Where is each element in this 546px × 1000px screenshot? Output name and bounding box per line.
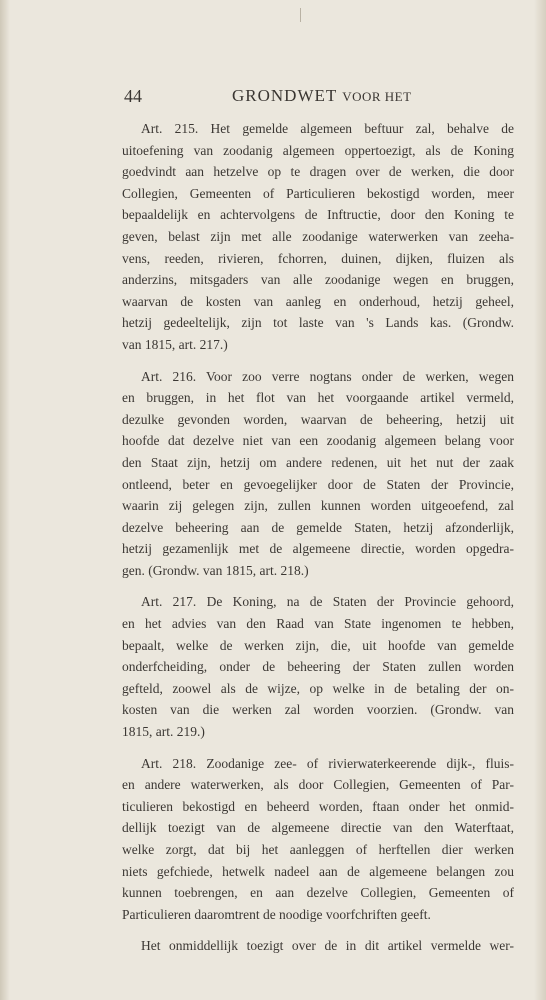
text-line: gefteld, zoowel als de wijze, op welke in de betaling der on- [122, 680, 514, 696]
article-paragraph [122, 935, 514, 957]
text-line: Art. 215. Het gemelde algemeen beftuur zal, behalve de [141, 121, 514, 136]
text-line: waarin zij gelegen zijn, zullen kunnen worden uitgeoefend, zal [122, 498, 514, 514]
text-line: kunnen toebrengen, en aan dezelve Collegien, Gemeenten of [122, 885, 514, 901]
text-line: dezulke gevonden worden, waarvan de beheering, hetzij uit [122, 411, 514, 427]
text-line: en het advies van den Raad van State ingenomen te hebben, [122, 616, 514, 632]
text-line: hoofde dat dezelve niet van een zoodanig algemeen belang voor [122, 433, 514, 449]
text-line: Art. 217. De Koning, na de Staten der Provincie gehoord, [141, 594, 514, 610]
text-line: en andere waterwerken, als door Collegien, Gemeenten of Par- [122, 777, 514, 793]
text-line: en bruggen, in het flot van het voorgaande artikel vermeld, [122, 390, 514, 406]
running-title-main: GRONDWET [232, 86, 337, 105]
running-title [232, 86, 412, 106]
text-line: den Staat zijn, hetzij om andere redenen, uit het nut der zaak [122, 454, 514, 470]
article-paragraph [122, 591, 514, 742]
article-paragraph [122, 366, 514, 582]
text-line: Collegien, Gemeenten of Particulieren bekostigd worden, meer [122, 185, 514, 201]
text-line: goedvindt aan hetzelve op te dragen over de werken, die door [122, 164, 514, 180]
text-line: gen. (Grondw. van 1815, art. 218.) [122, 562, 309, 578]
text-line: anderzins, mitsgaders van alle zoodanige wegen en bruggen, [122, 272, 514, 288]
text-line: Particulieren daaromtrent de noodige voorfchriften geeft. [122, 906, 431, 922]
text-line: onderfcheiding, onder de beheering der Staten zullen worden [122, 659, 514, 675]
text-line: uitoefening van zoodanig algemeen oppertoezigt, als de Koning [122, 142, 514, 158]
page-number: 44 [124, 86, 142, 106]
text-line: kosten van die werken zal worden voorzien. (Grondw. van [122, 702, 514, 718]
article-paragraph [122, 753, 514, 926]
article-paragraph [122, 118, 514, 356]
text-line: bepaaldelijk en achtervolgens de Inftructie, door den Koning te [122, 207, 514, 223]
text-line: dezelve beheering aan de gemelde Staten, hetzij afzonderlijk, [122, 519, 514, 535]
text-line: niets gefchiede, hetwelk nadeel aan de algemeene belangen zou [122, 863, 514, 879]
text-line: hetzij gedeeltelijk, zijn tot laste van 's Lands kas. (Grondw. [122, 315, 514, 331]
text-line: hetzij gezamenlijk met de algemeene directie, worden opgedra- [122, 541, 514, 557]
text-line: van 1815, art. 217.) [122, 336, 228, 352]
text-line: bepaalt, welke de werken zijn, die, uit hoofde van gemelde [122, 637, 514, 653]
text-line: vens, reeden, rivieren, fchorren, duinen, dijken, fluizen als [122, 250, 514, 266]
text-line: Art. 216. Voor zoo verre nogtans onder de werken, wegen [141, 368, 514, 384]
running-title-small: VOOR HET [342, 89, 412, 104]
body-text [122, 118, 514, 967]
gutter-mark [300, 8, 301, 22]
page-edge-left [0, 0, 10, 1000]
text-line: Art. 218. Zoodanige zee- of rivierwaterkeerende dijk-, fluis- [141, 755, 514, 771]
text-line: welke zorgt, dat bij het aanleggen of herftellen dier werken [122, 842, 514, 857]
page-edge-right [534, 0, 546, 1000]
text-line: 1815, art. 219.) [122, 724, 205, 740]
text-line: dellijk toezigt van de algemeene directie van den Waterftaat, [122, 820, 514, 836]
text-line: waarvan de kosten van aanleg en onderhoud, hetzij geheel, [122, 293, 514, 309]
text-line: geven, belast zijn met alle zoodanige waterwerken van zeeha- [122, 228, 514, 244]
text-line: ontleend, beter en gevoegelijker door de Staten der Provincie, [122, 476, 514, 492]
text-line: Het onmiddellijk toezigt over de in dit artikel vermelde wer- [141, 938, 514, 954]
text-line: ticulieren bekostigd en beheerd worden, ftaan onder het onmid- [122, 798, 514, 814]
page-header [124, 86, 424, 110]
